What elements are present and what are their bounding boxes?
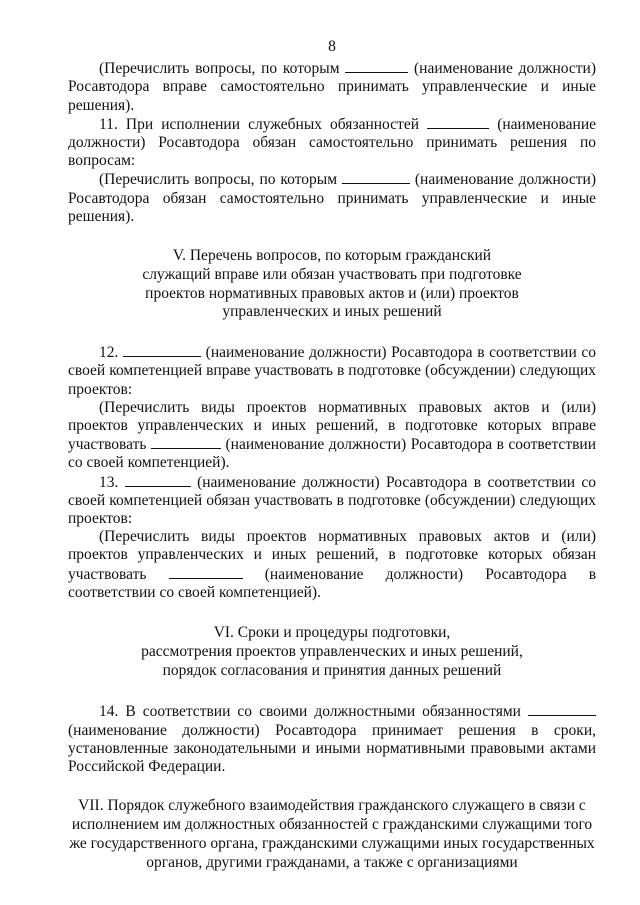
paragraph-text: (Перечислить вопросы, по которым (99, 171, 338, 189)
page-number: 8 (328, 38, 336, 55)
section-heading-vi (68, 624, 596, 680)
paragraph-text: (Перечислить виды проектов нормативных правовых актов и (или) проектов управленческих и иных решений, в подготовке которых вправе участвовать (68, 398, 596, 454)
paragraph-text: (наименование должности) Росавтодора принимает решения в сроки, установленные законодательными и иными нормативными правовыми актами Российской Федерации. (68, 721, 596, 776)
blank-line (427, 115, 489, 129)
paragraph-13-list (68, 528, 596, 602)
section-heading-v (68, 247, 596, 322)
paragraph-text: (наименование должности) Росавтодора обязан самостоятельно принимать решения по вопросам: (68, 115, 597, 170)
blank-line (169, 565, 243, 579)
paragraph-text: (наименование должности) Росавтодора в соответствии со своей компетенцией). (68, 565, 597, 601)
paragraph-number: 12. (99, 344, 119, 362)
paragraph-text: (наименование должности) Росавтодора в соответствии со своей компетенцией вправе участвовать в подготовке (обсуждении) следующих проектов: (68, 344, 597, 398)
paragraph-10-list (68, 59, 596, 115)
document-page (68, 38, 596, 872)
heading-line: проектов нормативных правовых актов и (или) проектов (145, 284, 519, 302)
paragraph-text: 14. В соответствии со своими должностными обязанностями (99, 703, 521, 721)
paragraph-text: (Перечислить виды проектов нормативных правовых актов и (или) проектов управленческих и иных решений, в подготовке которых обязан участвовать (68, 528, 596, 583)
section-heading-vii (68, 797, 596, 872)
heading-line: порядок согласования и принятия данных решений (162, 661, 502, 679)
paragraph-11-list (68, 170, 596, 226)
paragraph-text: (Перечислить вопросы, по которым (99, 60, 340, 78)
heading-line: VII. Порядок служебного взаимодействия гражданского служащего в связи с (78, 797, 586, 815)
paragraph-11 (68, 115, 596, 171)
blank-line (125, 473, 191, 487)
paragraph-14 (68, 702, 596, 776)
heading-line: управленческих и иных решений (222, 303, 442, 321)
heading-line: рассмотрения проектов управленческих и иных решений, (141, 642, 523, 660)
paragraph-text: (наименование должности) Росавтодора вправе самостоятельно принимать управленческие и иные решения). (68, 60, 597, 114)
blank-line (342, 170, 410, 184)
paragraph-number: 13. (99, 473, 119, 491)
heading-line: V. Перечень вопросов, по которым гражданский (172, 247, 492, 265)
paragraph-text: (наименование должности) Росавтодора в соответствии со своей компетенцией обязан участвовать в подготовке (обсуждении) следующих проектов: (68, 473, 597, 528)
paragraph-text: (наименование должности) Росавтодора обязан самостоятельно принимать управленческие и иные решения). (68, 171, 597, 225)
paragraph-12 (68, 343, 596, 399)
heading-line: служащий вправе или обязан участвовать при подготовке (142, 265, 522, 283)
paragraph-text: 11. При исполнении служебных обязанностей (99, 115, 419, 133)
heading-line: органов, другими гражданами, а также с организациями (146, 853, 518, 871)
paragraph-12-list (68, 399, 596, 473)
blank-line (123, 343, 201, 357)
heading-line: же государственного органа, гражданскими служащими иных государственных (69, 834, 595, 852)
blank-line (345, 59, 408, 73)
blank-line (528, 702, 596, 716)
heading-line: VI. Сроки и процедуры подготовки, (213, 624, 451, 642)
paragraph-text: (наименование должности) Росавтодора в соответствии со своей компетенцией). (68, 436, 596, 472)
paragraph-13 (68, 473, 596, 529)
blank-line (151, 435, 221, 449)
heading-line: исполнением им должностных обязанностей с гражданскими служащими того (71, 816, 593, 834)
